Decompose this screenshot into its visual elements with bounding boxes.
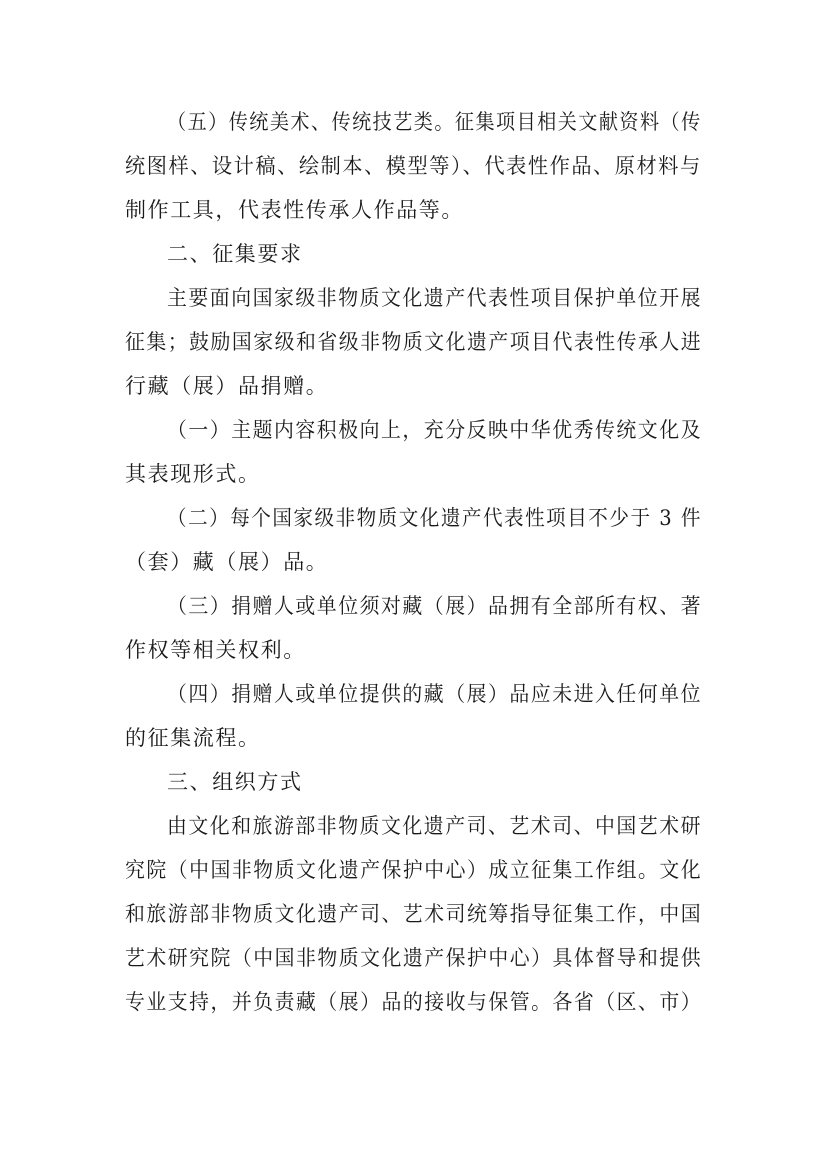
requirement-2-line-2: （套）藏（展）品。 (125, 550, 329, 574)
organization-line-5: 专业支持，并负责藏（展）品的接收与保管。各省（区、市） (125, 990, 703, 1014)
section-heading-requirements: 二、征集要求 (167, 242, 303, 266)
requirements-intro-line-2: 征集；鼓励国家级和省级非物质文化遗产项目代表性传承人进 (125, 330, 703, 354)
section-heading-organization: 三、组织方式 (167, 770, 303, 794)
requirement-3-line-1: （三）捐赠人或单位须对藏（展）品拥有全部所有权、著 (167, 594, 702, 618)
paragraph-5-line-1: （五）传统美术、传统技艺类。征集项目相关文献资料（传 (167, 110, 702, 134)
requirements-intro-line-1: 主要面向国家级非物质文化遗产代表性项目保护单位开展 (167, 286, 702, 310)
requirement-1-line-2: 其表现形式。 (125, 462, 261, 486)
requirement-4-line-1: （四）捐赠人或单位提供的藏（展）品应未进入任何单位 (167, 682, 702, 706)
organization-line-2: 究院（中国非物质文化遗产保护中心）成立征集工作组。文化 (125, 858, 703, 882)
requirement-3-line-2: 作权等相关权利。 (125, 638, 306, 662)
requirements-intro-line-3: 行藏（展）品捐赠。 (125, 374, 329, 398)
organization-line-3: 和旅游部非物质文化遗产司、艺术司统筹指导征集工作，中国 (125, 902, 703, 926)
requirement-4-line-2: 的征集流程。 (125, 726, 261, 750)
requirement-2-line-1: （二）每个国家级非物质文化遗产代表性项目不少于 3 件 (167, 506, 702, 530)
paragraph-5-line-3: 制作工具，代表性传承人作品等。 (125, 198, 464, 222)
requirement-1-line-1: （一）主题内容积极向上，充分反映中华优秀传统文化及 (167, 418, 702, 442)
paragraph-5-line-2: 统图样、设计稿、绘制本、模型等）、代表性作品、原材料与 (125, 154, 702, 178)
organization-line-4: 艺术研究院（中国非物质文化遗产保护中心）具体督导和提供 (125, 946, 703, 970)
organization-line-1: 由文化和旅游部非物质文化遗产司、艺术司、中国艺术研 (167, 814, 702, 838)
